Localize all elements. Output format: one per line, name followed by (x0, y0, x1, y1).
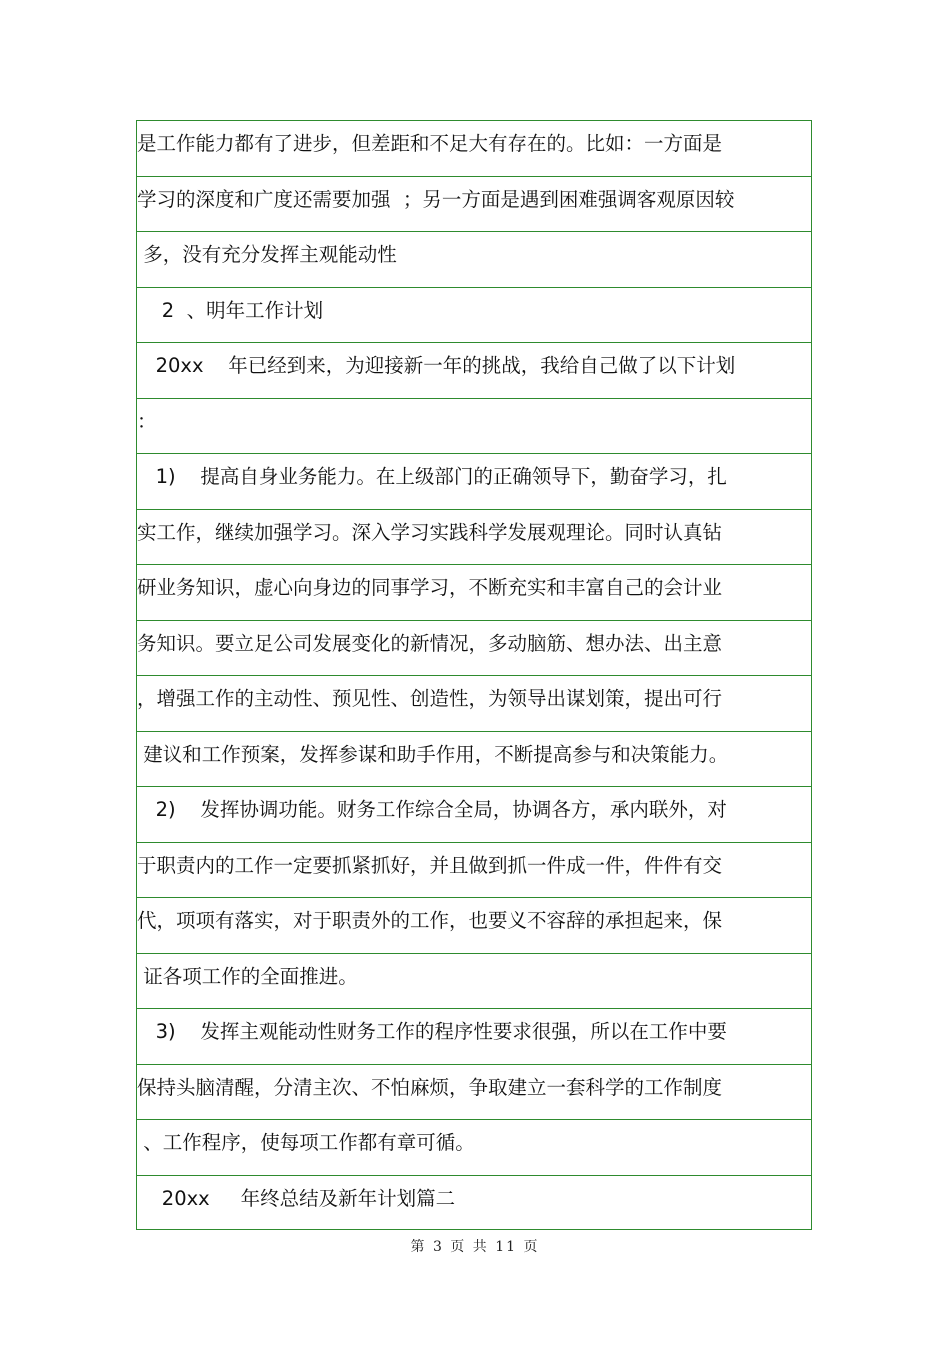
text-line-2: 学习的深度和广度还需要加强 ；另一方面是遇到困难强调客观原因较 (137, 177, 811, 233)
list-item-1-line-1: 1) 提高自身业务能力。在上级部门的正确领导下，勤奋学习，扎 (137, 454, 811, 510)
section-heading: 2 、明年工作计划 (137, 288, 811, 344)
text-line-5: 20xx 年已经到来，为迎接新一年的挑战，我给自己做了以下计划 (137, 343, 811, 399)
text-line-1: 是工作能力都有了进步，但差距和不足大有存在的。比如：一方面是 (137, 121, 811, 177)
list-item-2-line-4: 证各项工作的全面推进。 (137, 954, 811, 1010)
list-item-3-line-3: 、工作程序，使每项工作都有章可循。 (137, 1120, 811, 1176)
list-item-3-line-1: 3) 发挥主观能动性财务工作的程序性要求很强，所以在工作中要 (137, 1009, 811, 1065)
list-item-1-line-3: 研业务知识，虚心向身边的同事学习，不断充实和丰富自己的会计业 (137, 565, 811, 621)
list-item-3-line-2: 保持头脑清醒，分清主次、不怕麻烦，争取建立一套科学的工作制度 (137, 1065, 811, 1121)
list-item-1-line-6: 建议和工作预案，发挥参谋和助手作用，不断提高参与和决策能力。 (137, 732, 811, 788)
list-item-1-line-4: 务知识。要立足公司发展变化的新情况，多动脑筋、想办法、出主意 (137, 621, 811, 677)
document-body (136, 120, 812, 1230)
page-number-footer: 第 3 页 共 11 页 (410, 1239, 540, 1255)
list-item-1-line-2: 实工作，继续加强学习。深入学习实践科学发展观理论。同时认真钻 (137, 510, 811, 566)
next-section-title: 20xx 年终总结及新年计划篇二 (137, 1186, 456, 1210)
list-item-2-line-3: 代，项项有落实，对于职责外的工作，也要义不容辞的承担起来，保 (137, 898, 811, 954)
list-item-2-line-1: 2) 发挥协调功能。财务工作综合全局，协调各方，承内联外，对 (137, 787, 811, 843)
text-line-6: ： (137, 399, 811, 455)
text-line-3: 多，没有充分发挥主观能动性 (137, 232, 811, 288)
list-item-1-line-5: ，增强工作的主动性、预见性、创造性，为领导出谋划策，提出可行 (137, 676, 811, 732)
list-item-2-line-2: 于职责内的工作一定要抓紧抓好，并且做到抓一件成一件，件件有交 (137, 843, 811, 899)
